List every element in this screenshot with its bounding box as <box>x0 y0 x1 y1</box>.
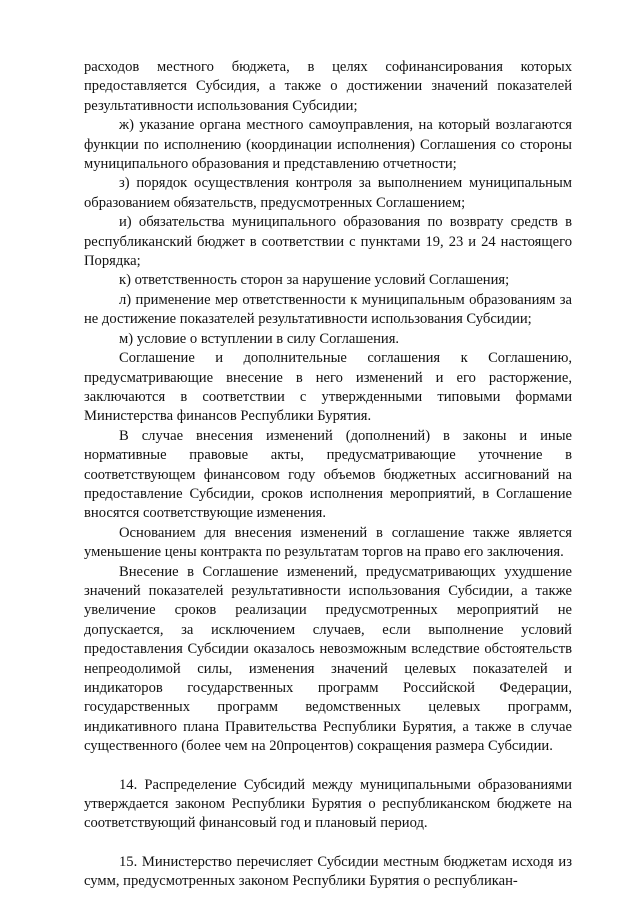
paragraph-item-z: з) порядок осуществления контроля за выполнением муниципальным образованием обязательств, предусмотренных Соглашением; <box>84 175 572 211</box>
paragraph-section-14: 14. Распределение Субсидий между муниципальными образованиями утверждается законом Республики Бурятия о республиканском бюджете на соответствующий финансовый год и плановый период. <box>84 776 572 832</box>
paragraph-budget-expenses-continuation: расходов местного бюджета, в целях софинансирования которых предоставляется Субсидия, а также о достижении значений показателей результативности использования Субсидии; <box>84 59 572 114</box>
paragraph-item-k: к) ответственность сторон за нарушение условий Соглашения; <box>119 272 510 289</box>
paragraph-item-l: л) применение мер ответственности к муниципальным образованиям за не достижение показателей результативности использования Субсидии; <box>84 291 572 328</box>
paragraph-law-changes: В случае внесения изменений (дополнений) в законы и иные нормативные правовые акты, предусматривающие уточнение в соответствующем финансовом году объемов бюджетных ассигнований на предоставление Субсидии, сроков исполнения мероприятий, в Соглашение вносятся соответствующие изменения. <box>84 427 572 522</box>
paragraph-contract-price: Основанием для внесения изменений в соглашение также является уменьшение цены контракта по результатам торгов на право его заключения. <box>84 524 572 561</box>
paragraph-item-i: и) обязательства муниципального образования по возврату средств в республиканский бюджет в соответствии с пунктами 19, 23 и 24 настоящего Порядка; <box>84 214 572 270</box>
paragraph-item-m: м) условие о вступлении в силу Соглашения. <box>119 330 400 347</box>
document-page <box>84 58 572 892</box>
paragraph-agreement-forms: Соглашение и дополнительные соглашения к Соглашению, предусматривающие внесение в него изменений и его расторжение, заключаются в соответствии с утвержденными типовыми формами Министерства финансов Республики Бурятия. <box>84 350 572 425</box>
paragraph-worsening-indicators: Внесение в Соглашение изменений, предусматривающих ухудшение значений показателей результативности использования Субсидии, а также увеличение сроков реализации предусмотренных мероприятий не допускается, за исключением случаев, если выполнение условий предоставления Субсидии оказалось невозможным вследствие обстоятельств непреодолимой силы, изменения значений целевых показателей и индикаторов государственных программ Российской Федерации, государственных программ ведомственных целевых программ, индикативного плана Правительства Республики Бурятия, а также в случае существенного (более чем на 20процентов) сокращения размера Субсидии. <box>84 563 572 755</box>
paragraph-section-15: 15. Министерство перечисляет Субсидии местным бюджетам исходя из сумм, предусмотренных законом Республики Бурятия о республикан- <box>84 853 572 890</box>
paragraph-item-zh: ж) указание органа местного самоуправления, на который возлагаются функции по исполнению (координации исполнения) Соглашения со стороны муниципального образования и представлению отчетности; <box>84 117 572 173</box>
